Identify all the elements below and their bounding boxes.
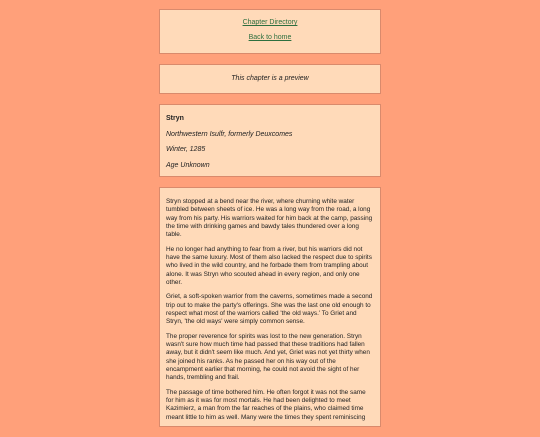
chapter-date: Winter, 1285 bbox=[166, 146, 206, 154]
story-paragraph: The proper reverence for spirits was lost to the new generation. Stryn wasn't sure how much time had passed that these traditions had fallen away, but it didn't seem like much. And yet, Griet was not yet thirty when she joined his ranks. As he passed her on his way out of the encampment earlier that morning, he could not avoid the sight of her hands, trembling and frail. bbox=[166, 332, 370, 382]
story-paragraph: He no longer had anything to fear from a river, but his warriors did not have the same luxury. Most of them also lacked the respect due to spirits who lived in the wild country, and he forbade them from trampling about alone. It was Stryn who scouted ahead in every region, and only one other. bbox=[166, 245, 372, 286]
chapter-location: Northwestern Isulfr, formerly Deuxcomes bbox=[166, 130, 293, 138]
chapter-meta-card bbox=[159, 104, 381, 177]
character-name: Stryn bbox=[166, 115, 184, 122]
page-column bbox=[159, 9, 381, 437]
story-paragraph: The passage of time bothered him. He often forgot it was not the same for him as it was for most mortals. He had been delighted to meet Kazimierz, a man from the far reaches of the plains, who claimed time meant little to him as well. Many were the times they spent reminiscing bbox=[166, 388, 366, 421]
preview-notice-card bbox=[159, 64, 381, 94]
preview-notice: This chapter is a preview bbox=[231, 75, 309, 82]
story-paragraph: Griet, a soft-spoken warrior from the caverns, sometimes made a second trip out to make the party's offerings. She was the last one old enough to respect what most of the warriors called 'the old ways.' To Griet and Stryn, 'the old ways' were simply common sense. bbox=[166, 293, 373, 326]
character-age: Age Unknown bbox=[166, 162, 210, 170]
navigation-card bbox=[159, 9, 381, 54]
story-text-card bbox=[159, 187, 381, 427]
story-paragraph: Stryn stopped at a bend near the river, where churning white water tumbled between sheets of ice. He was a long way from the road, a long way from his party. His warriors waited for him back at the camp, passing the time with drinking games and bawdy tales thundered over a long table. bbox=[166, 198, 373, 239]
chapter-directory-link[interactable]: Chapter Directory bbox=[242, 19, 298, 26]
back-to-home-link[interactable]: Back to home bbox=[248, 34, 292, 41]
